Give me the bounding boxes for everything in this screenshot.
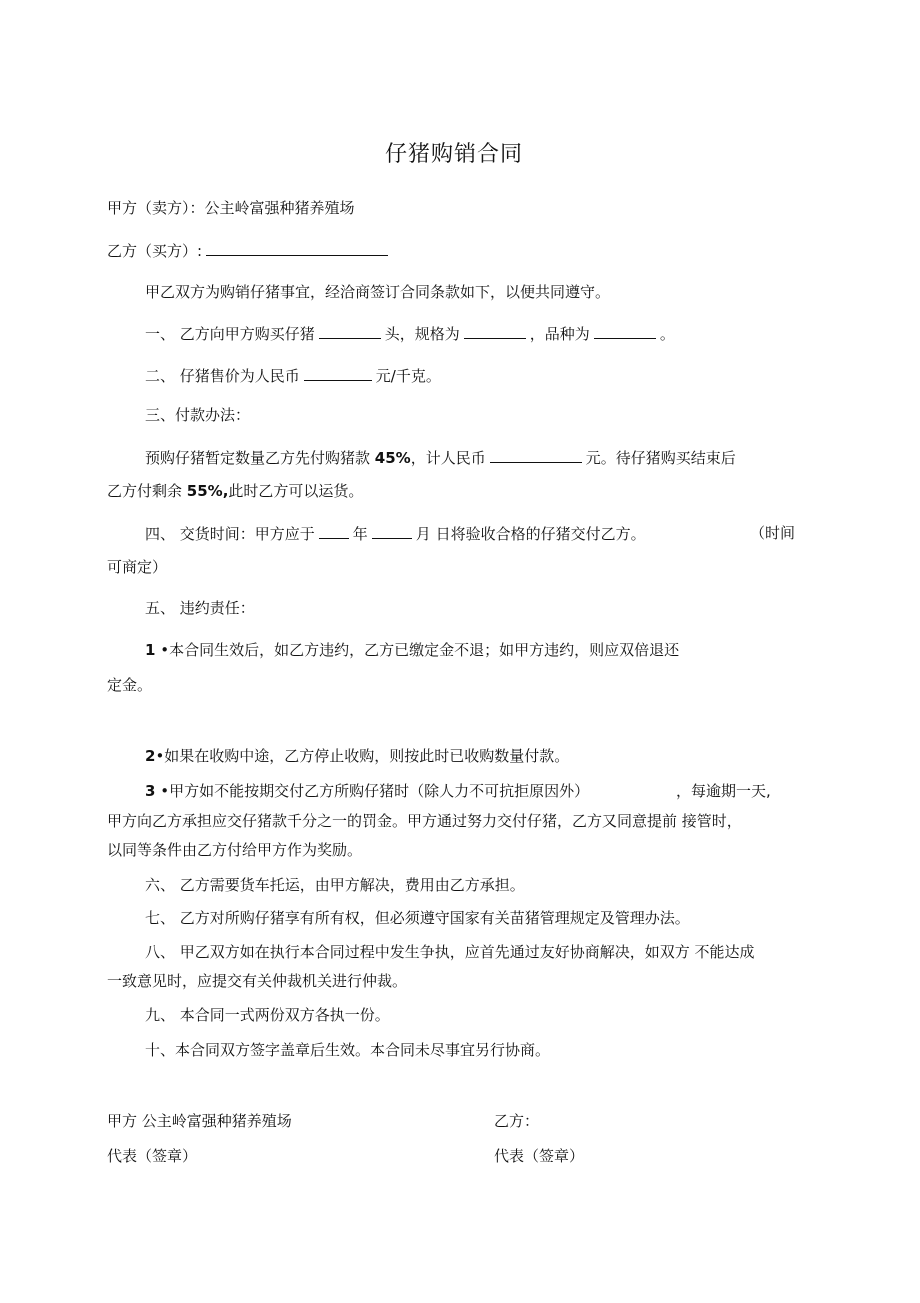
item-1-number: 1 [145,641,156,659]
clause-1-spec-label: 头，规格为 [384,325,460,343]
item-3-text: •甲方如不能按期交付乙方所购仔猪时（除人力不可抗拒原因外） [160,782,590,800]
clause-2-unit: 元/千克。 [375,367,441,385]
deposit-percent: 45% [374,449,411,467]
month-label: 月 日将验收合格的仔猪交付乙方。 [415,525,646,543]
clause-4-note-2: 可商定） [107,558,168,576]
clause-1 [145,323,675,344]
party-b-label: 乙方（买方）: [107,242,203,260]
clause-4-note-1: （时间 [750,524,796,542]
clause-7: 七、 乙方对所购仔猪享有所有权，但必须遵守国家有关苗猪管理规定及管理办法。 [145,909,690,927]
clause-10: 十、本合同双方签字盖章后生效。本合同未尽事宜另行协商。 [145,1041,551,1059]
clause-8-line-2: 一致意见时，应提交有关仲裁机关进行仲裁。 [107,972,408,990]
item-3-number: 3 [145,782,156,800]
party-b-line [107,240,392,261]
clause-5-heading: 五、 违约责任： [145,599,255,617]
item-1-text: •本合同生效后，如乙方违约，乙方已缴定金不退；如甲方违约，则应双倍退还 [160,641,680,659]
clause-2-text: 二、 仔猪售价为人民币 [145,367,300,385]
quantity-blank[interactable] [319,323,381,339]
clause-1-end: 。 [659,325,675,343]
clause-5-item-3 [145,781,589,801]
clause-3-text: 预购仔猪暂定数量乙方先付购猪款 [145,449,371,467]
clause-2 [145,365,441,386]
year-blank[interactable] [319,523,349,539]
signature-party-b: 乙方： [494,1112,540,1130]
clause-1-breed-label: ，品种为 [529,325,590,343]
party-b-blank[interactable] [206,240,388,256]
clause-5-item-3-line-3: 以同等条件由乙方付给甲方作为奖励。 [107,841,363,859]
clause-3-remaining-text: 此时乙方可以运货。 [228,482,364,500]
clause-1-text: 一、 乙方向甲方购买仔猪 [145,325,315,343]
clause-3-heading: 三、付款办法： [145,406,251,424]
signature-party-a: 甲方 公主岭富强种猪养殖场 [107,1112,292,1130]
clause-5-item-3-line-2: 甲方向乙方承担应交仔猪款千分之一的罚金。甲方通过努力交付仔猪，乙方又同意提前 接管时， [107,812,742,830]
party-a-label: 甲方（卖方）： [107,199,205,217]
year-label: 年 [352,525,368,543]
clause-3-body-line-1 [145,447,736,468]
clause-3-text-end: 元。待仔猪购买结束后 [585,449,736,467]
clause-3-remaining-label: 乙方付剩余 [107,482,183,500]
month-blank[interactable] [372,523,412,539]
item-2-number: 2 [145,747,156,765]
clause-3-amount-label: ，计人民币 [410,449,486,467]
amount-blank[interactable] [490,447,582,463]
party-a-line [107,198,355,218]
clause-5-item-1-cont: 定金。 [107,676,153,694]
clause-5-item-3-tail: ，每逾期一天, [676,782,771,800]
representative-a: 代表（签章） [107,1147,198,1165]
clause-3-body-line-2 [107,481,363,501]
representative-b: 代表（签章） [494,1147,585,1165]
clause-4 [145,523,646,544]
party-a-name: 公主岭富强种猪养殖场 [204,199,355,217]
clause-5-item-2 [145,746,569,766]
clause-9: 九、 本合同一式两份双方各执一份。 [145,1006,390,1024]
clause-6: 六、 乙方需要货车托运，由甲方解决，费用由乙方承担。 [145,876,525,894]
price-blank[interactable] [304,365,372,381]
page-title: 仔猪购销合同 [384,142,523,167]
clause-8-line-1: 八、 甲乙双方如在执行本合同过程中发生争执，应首先通过友好协商解决，如双方 不能达成 [145,943,755,961]
item-2-text: •如果在收购中途，乙方停止收购，则按此时已收购数量付款。 [155,747,570,765]
breed-blank[interactable] [594,323,656,339]
remaining-percent: 55%, [186,482,229,500]
clause-5-item-1 [145,640,679,660]
intro-paragraph: 甲乙双方为购销仔猪事宜，经洽商签订合同条款如下，以便共同遵守。 [145,283,611,301]
spec-blank[interactable] [464,323,526,339]
clause-4-text: 四、 交货时间：甲方应于 [145,525,315,543]
